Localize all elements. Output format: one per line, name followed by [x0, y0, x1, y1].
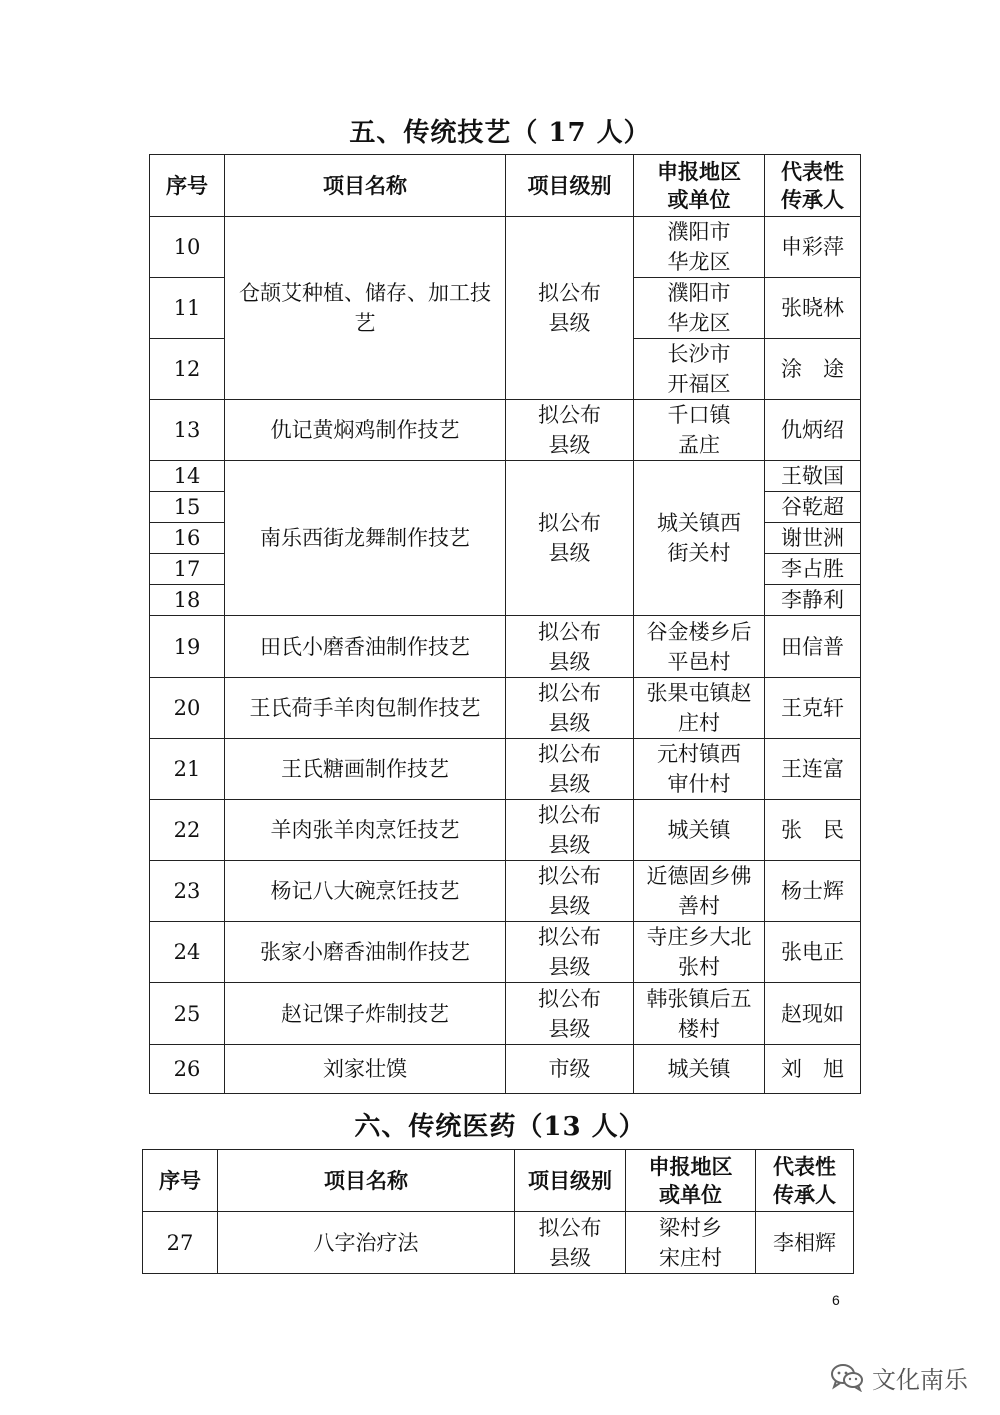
- header-seq: 序号: [143, 1150, 218, 1212]
- seq-cell: 27: [143, 1212, 218, 1274]
- heir-cell: 张 民: [765, 800, 861, 861]
- table-row: [150, 461, 861, 492]
- heir-cell: 王克轩: [765, 678, 861, 739]
- region-cell: 千口镇孟庄: [634, 400, 765, 461]
- region-cell: 长沙市开福区: [634, 339, 765, 400]
- table-row: [150, 678, 861, 739]
- region-cell: 谷金楼乡后平邑村: [634, 616, 765, 678]
- watermark-text: 文化南乐: [872, 1365, 968, 1394]
- table-row: [150, 983, 861, 1045]
- header-region: 申报地区 或单位: [626, 1150, 756, 1212]
- region-cell: 濮阳市华龙区: [634, 217, 765, 278]
- project-level-cell: 拟公布县级: [506, 616, 634, 678]
- table-header-row: [143, 1150, 854, 1212]
- seq-cell: 26: [150, 1045, 225, 1094]
- seq-cell: 16: [150, 523, 225, 554]
- project-level-cell: 拟公布县级: [506, 678, 634, 739]
- table-row: [150, 739, 861, 800]
- heir-cell: 田信普: [765, 616, 861, 678]
- project-level-cell: 拟公布县级: [506, 217, 634, 400]
- header-heir: 代表性 传承人: [765, 155, 861, 217]
- heir-cell: 张电正: [765, 922, 861, 983]
- heir-cell: 涂 途: [765, 339, 861, 400]
- heir-cell: 申彩萍: [765, 217, 861, 278]
- project-level-cell: 拟公布县级: [506, 861, 634, 922]
- project-name-cell: 仇记黄焖鸡制作技艺: [225, 400, 506, 461]
- header-heir: 代表性 传承人: [756, 1150, 854, 1212]
- region-cell: 近德固乡佛善村: [634, 861, 765, 922]
- section5-title: 五、传统技艺（ 17 人）: [349, 118, 651, 148]
- header-name: 项目名称: [225, 155, 506, 217]
- project-name-cell: 南乐西街龙舞制作技艺: [225, 461, 506, 616]
- project-level-cell: 拟公布县级: [506, 461, 634, 616]
- seq-cell: 17: [150, 554, 225, 585]
- project-name-cell: 王氏荷手羊肉包制作技艺: [225, 678, 506, 739]
- heir-cell: 王敬国: [765, 461, 861, 492]
- table-header-row: [150, 155, 861, 217]
- project-level-cell: 市级: [506, 1045, 634, 1094]
- header-level: 项目级别: [515, 1150, 626, 1212]
- table-row: [150, 922, 861, 983]
- region-cell: 元村镇西审什村: [634, 739, 765, 800]
- section5-table: [149, 154, 861, 1094]
- seq-cell: 14: [150, 461, 225, 492]
- region-cell: 濮阳市华龙区: [634, 278, 765, 339]
- watermark: [830, 1360, 968, 1394]
- seq-cell: 12: [150, 339, 225, 400]
- project-level-cell: 拟公布县级: [515, 1212, 626, 1274]
- project-level-cell: 拟公布县级: [506, 922, 634, 983]
- heir-cell: 李占胜: [765, 554, 861, 585]
- table-row: [150, 1045, 861, 1094]
- heir-cell: 刘 旭: [765, 1045, 861, 1094]
- region-cell: 梁村乡宋庄村: [626, 1212, 756, 1274]
- project-level-cell: 拟公布县级: [506, 739, 634, 800]
- table-row: [150, 861, 861, 922]
- header-seq: 序号: [150, 155, 225, 217]
- seq-cell: 19: [150, 616, 225, 678]
- project-name-cell: 八字治疗法: [218, 1212, 515, 1274]
- region-cell: 张果屯镇赵庄村: [634, 678, 765, 739]
- heir-cell: 王连富: [765, 739, 861, 800]
- header-region: 申报地区 或单位: [634, 155, 765, 217]
- project-name-cell: 羊肉张羊肉烹饪技艺: [225, 800, 506, 861]
- project-name-cell: 杨记八大碗烹饪技艺: [225, 861, 506, 922]
- table-row: [150, 217, 861, 278]
- region-cell: 寺庄乡大北张村: [634, 922, 765, 983]
- seq-cell: 24: [150, 922, 225, 983]
- project-name-cell: 赵记馃子炸制技艺: [225, 983, 506, 1045]
- seq-cell: 18: [150, 585, 225, 616]
- table-row: [143, 1212, 854, 1274]
- seq-cell: 10: [150, 217, 225, 278]
- seq-cell: 13: [150, 400, 225, 461]
- heir-cell: 杨士辉: [765, 861, 861, 922]
- project-name-cell: 仓颉艾种植、储存、加工技艺: [225, 217, 506, 400]
- project-name-cell: 田氏小磨香油制作技艺: [225, 616, 506, 678]
- project-name-cell: 王氏糖画制作技艺: [225, 739, 506, 800]
- seq-cell: 11: [150, 278, 225, 339]
- seq-cell: 21: [150, 739, 225, 800]
- region-cell: 韩张镇后五楼村: [634, 983, 765, 1045]
- table-row: [150, 616, 861, 678]
- region-cell: 城关镇西街关村: [634, 461, 765, 616]
- header-name: 项目名称: [218, 1150, 515, 1212]
- heir-cell: 谷乾超: [765, 492, 861, 523]
- wechat-icon: [830, 1362, 864, 1392]
- project-name-cell: 张家小磨香油制作技艺: [225, 922, 506, 983]
- heir-cell: 张晓林: [765, 278, 861, 339]
- seq-cell: 20: [150, 678, 225, 739]
- seq-cell: 22: [150, 800, 225, 861]
- heir-cell: 李静利: [765, 585, 861, 616]
- region-cell: 城关镇: [634, 1045, 765, 1094]
- seq-cell: 25: [150, 983, 225, 1045]
- project-level-cell: 拟公布县级: [506, 983, 634, 1045]
- heir-cell: 李相辉: [756, 1212, 854, 1274]
- project-name-cell: 刘家壮馍: [225, 1045, 506, 1094]
- table-row: [150, 400, 861, 461]
- table-row: [150, 800, 861, 861]
- region-cell: 城关镇: [634, 800, 765, 861]
- project-level-cell: 拟公布县级: [506, 400, 634, 461]
- heir-cell: 谢世洲: [765, 523, 861, 554]
- seq-cell: 23: [150, 861, 225, 922]
- project-level-cell: 拟公布县级: [506, 800, 634, 861]
- header-level: 项目级别: [506, 155, 634, 217]
- heir-cell: 赵现如: [765, 983, 861, 1045]
- section6-title: 六、传统医药（13 人）: [354, 1112, 646, 1142]
- seq-cell: 15: [150, 492, 225, 523]
- page-number: 6: [832, 1292, 840, 1308]
- section6-table: [142, 1149, 854, 1274]
- heir-cell: 仇炳绍: [765, 400, 861, 461]
